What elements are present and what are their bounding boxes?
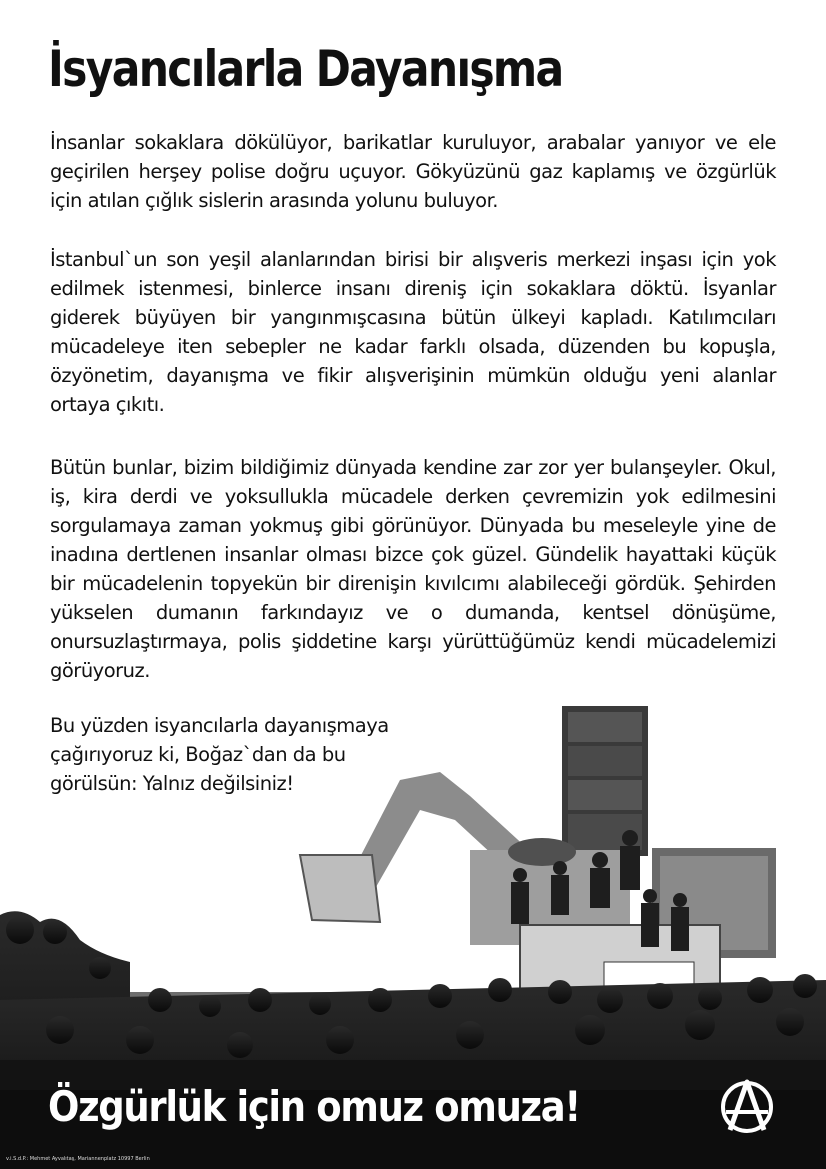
paragraph-4: Bu yüzden isyancılarla dayanışmaya çağırıyoruz ki, Boğaz`dan da bu görülsün: Yalnız değilsiniz! <box>50 714 389 795</box>
paragraph-1: İnsanlar sokaklara dökülüyor, barikatlar kuruluyor, arabalar yanıyor ve ele geçirilen herşey polise doğru uçuyor. Gökyüzünü gaz kaplamış ve özgürlük için atılan çığlık sislerin arasında yolunu buluyor. <box>50 131 776 212</box>
legal-credit: v.i.S.d.P.: Mehmet Ayvalıtaş, Mariannenplatz 10997 Berlin <box>6 1156 150 1162</box>
paragraph-2: İstanbul`un son yeşil alanlarından birisi bir alışveris merkezi inşası için yok edilmek istenmesi, binlerce insanı direniş için sokaklara döktü. İsyanlar giderek büyüyen bir yangınmışcasına bütün ülkeyi kapladı. Katılımcıları mücadeleye iten sebepler ne kadar farklı olsada, düzenden bu kopuşla, özyönetim, dayanışma ve fikir alışverişinin mümkün olduğu yeni alanlar ortaya çıkıtı. <box>50 248 776 416</box>
anarchy-symbol-icon <box>718 1078 776 1136</box>
slogan: Özgürlük için omuz omuza! <box>48 1082 580 1131</box>
paragraph-3: Bütün bunlar, bizim bildiğimiz dünyada kendine zar zor yer bulanşeyler. Okul, iş, kira derdi ve yoksullukla mücadele derken çevremizin yok edilmesini sorgulamaya zaman yokmuş gibi görünüyor. Dünyada bu meseleyle yine de inadına dertlenen insanlar olması bizce çok güzel. Gündelik hayattaki küçük bir mücadelenin topyekün bir direnişin kıvılcımı alabileceği gördük. Şehirden yükselen dumanın farkındayız ve o dumanda, kentsel dönüşüme, onursuzlaştırmaya, polis şiddetine karşı yürüttüğümüz kendi mücadelemizi görüyoruz. <box>50 456 776 682</box>
page-title: İsyancılarla Dayanışma <box>48 40 563 98</box>
